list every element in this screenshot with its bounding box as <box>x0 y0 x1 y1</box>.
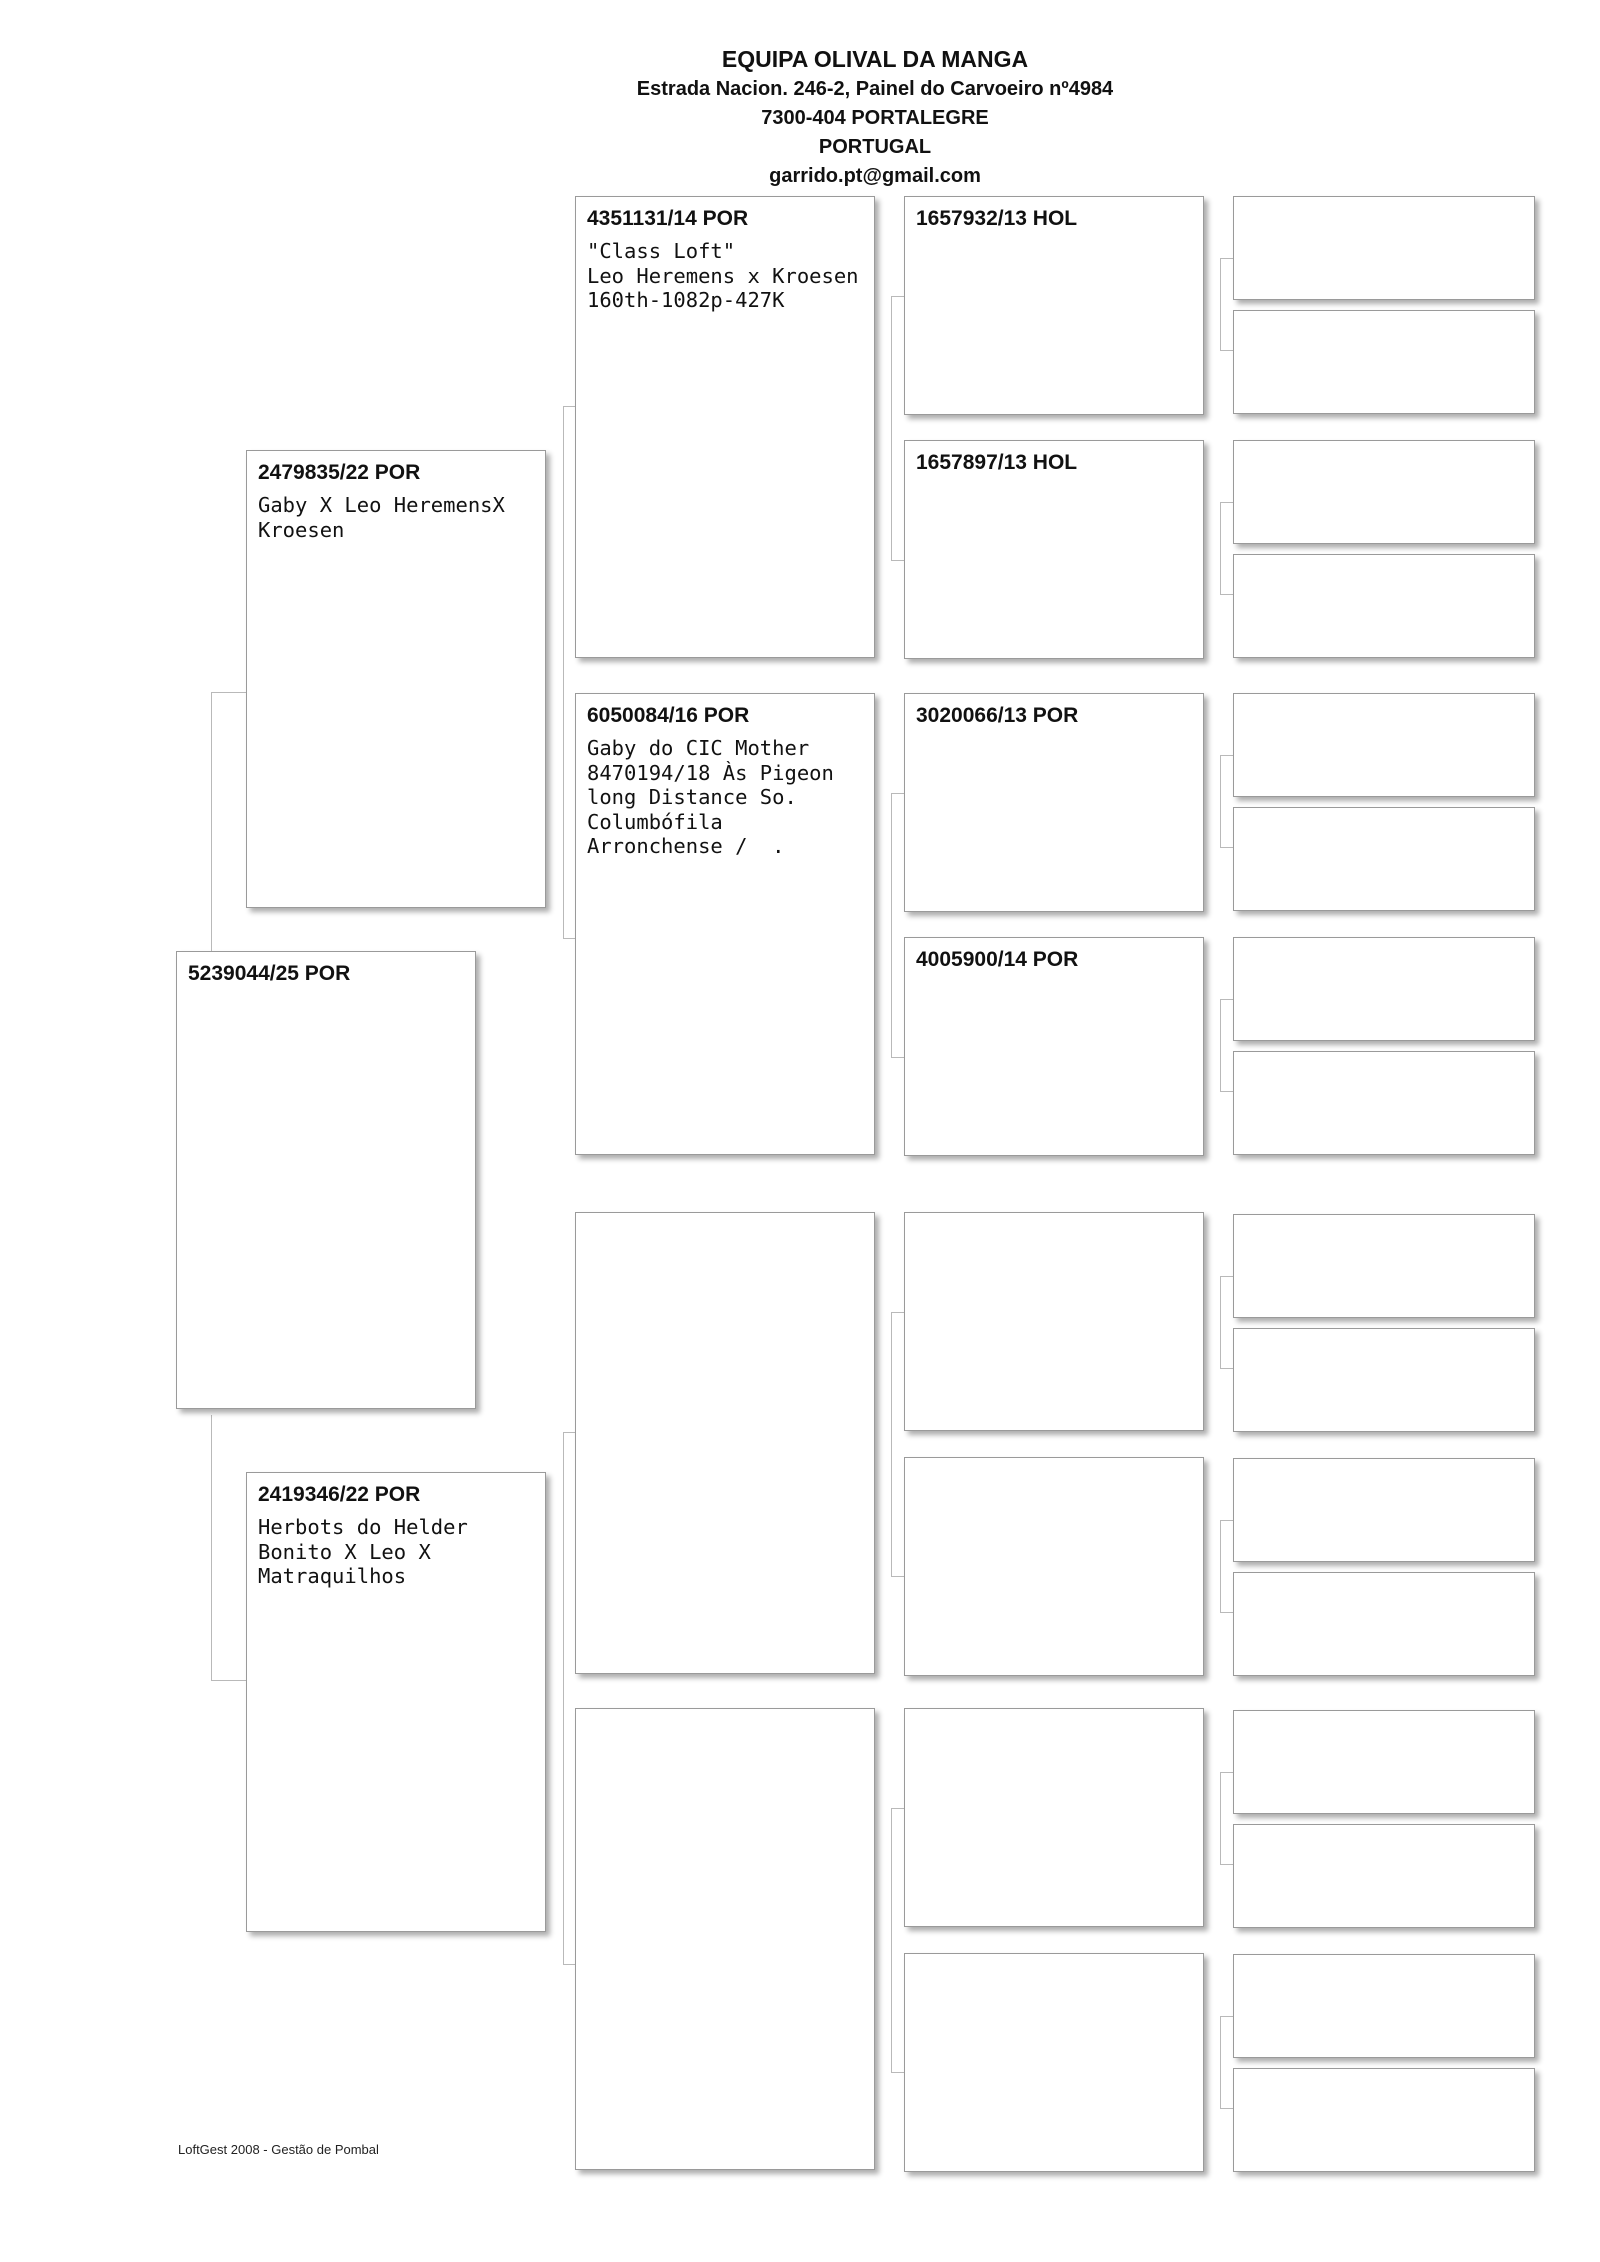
connector <box>1220 1368 1234 1369</box>
connector <box>1220 999 1234 1000</box>
connector <box>1220 1520 1234 1521</box>
card-note: Gaby X Leo HeremensX Kroesen <box>258 493 518 542</box>
connector <box>1220 755 1221 848</box>
connector <box>1220 594 1234 595</box>
connector <box>1220 1612 1234 1613</box>
connector <box>891 1808 905 1809</box>
ring-number: 3020066/13 POR <box>916 704 1079 727</box>
footer-credit: LoftGest 2008 - Gestão de Pombal <box>178 2142 379 2157</box>
ggp-card[interactable] <box>904 1212 1204 1431</box>
gen5-card[interactable] <box>1233 937 1535 1041</box>
connector <box>1220 502 1234 503</box>
ggp-card[interactable] <box>904 1953 1204 2172</box>
ggp-card[interactable] <box>904 196 1204 415</box>
ggp-card[interactable] <box>904 937 1204 1156</box>
gen5-card[interactable] <box>1233 440 1535 544</box>
card-note: Gaby do CIC Mother 8470194/18 Às Pigeon long Distance So. Columbófila Arronchense / . <box>587 736 847 858</box>
gen5-card[interactable] <box>1233 1328 1535 1432</box>
gen5-card[interactable] <box>1233 2068 1535 2172</box>
connector <box>891 1312 905 1313</box>
connector <box>891 560 905 561</box>
connector <box>563 406 564 939</box>
gen5-card[interactable] <box>1233 1710 1535 1814</box>
connector <box>891 1576 905 1577</box>
connector <box>891 2072 905 2073</box>
dam-sire-card[interactable] <box>575 1212 875 1674</box>
connector <box>1220 258 1234 259</box>
ggp-card[interactable] <box>904 693 1204 912</box>
connector <box>1220 502 1221 595</box>
connector <box>211 1415 212 1680</box>
ring-number: 5239044/25 POR <box>188 962 351 985</box>
gen5-card[interactable] <box>1233 1214 1535 1318</box>
gen5-card[interactable] <box>1233 554 1535 658</box>
ring-number: 2479835/22 POR <box>258 461 421 484</box>
connector <box>1220 350 1234 351</box>
gen5-card[interactable] <box>1233 693 1535 797</box>
connector <box>1220 1772 1221 1865</box>
connector <box>891 1057 905 1058</box>
connector <box>1220 2108 1234 2109</box>
connector <box>891 793 905 794</box>
connector <box>891 1312 892 1577</box>
connector <box>1220 847 1234 848</box>
loft-name: EQUIPA OLIVAL DA MANGA <box>721 46 1029 72</box>
gen5-card[interactable] <box>1233 1954 1535 2058</box>
connector <box>1220 1276 1221 1369</box>
connector <box>1220 2016 1234 2017</box>
ring-number: 2419346/22 POR <box>258 1483 421 1506</box>
gen5-card[interactable] <box>1233 196 1535 300</box>
connector <box>211 1680 247 1681</box>
gen5-card[interactable] <box>1233 1572 1535 1676</box>
loft-country: PORTUGAL <box>818 136 932 158</box>
card-note: Herbots do Helder Bonito X Leo X Matraquilhos <box>258 1515 481 1588</box>
connector <box>1220 1520 1221 1613</box>
connector <box>1220 1091 1234 1092</box>
connector <box>891 1808 892 2073</box>
ggp-card[interactable] <box>904 1457 1204 1676</box>
loft-postal: 7300-404 PORTALEGRE <box>761 107 989 129</box>
ring-number: 6050084/16 POR <box>587 704 750 727</box>
connector <box>891 793 892 1058</box>
loft-address: Estrada Nacion. 246-2, Painel do Carvoeiro nº4984 <box>636 78 1114 100</box>
ggp-card[interactable] <box>904 440 1204 659</box>
gen5-card[interactable] <box>1233 310 1535 414</box>
connector <box>891 296 892 561</box>
connector <box>1220 755 1234 756</box>
subject-card[interactable] <box>176 951 476 1409</box>
gen5-card[interactable] <box>1233 1824 1535 1928</box>
connector <box>1220 1276 1234 1277</box>
sire-card[interactable] <box>246 450 546 908</box>
connector <box>1220 1772 1234 1773</box>
gen5-card[interactable] <box>1233 1458 1535 1562</box>
ring-number: 4005900/14 POR <box>916 948 1079 971</box>
dam-dam-card[interactable] <box>575 1708 875 2170</box>
gen5-card[interactable] <box>1233 807 1535 911</box>
dam-card[interactable] <box>246 1472 546 1932</box>
connector <box>211 692 247 693</box>
loft-email: garrido.pt@gmail.com <box>769 165 981 187</box>
ggp-card[interactable] <box>904 1708 1204 1927</box>
connector <box>563 1432 564 1965</box>
connector <box>211 692 212 957</box>
connector <box>1220 999 1221 1092</box>
connector <box>1220 2016 1221 2109</box>
connector <box>1220 258 1221 351</box>
ring-number: 4351131/14 POR <box>587 207 749 230</box>
ring-number: 1657897/13 HOL <box>916 451 1078 474</box>
sire-sire-card[interactable] <box>575 196 875 658</box>
connector <box>891 296 905 297</box>
gen5-card[interactable] <box>1233 1051 1535 1155</box>
connector <box>1220 1864 1234 1865</box>
sire-dam-card[interactable] <box>575 693 875 1155</box>
card-note: "Class Loft" Leo Heremens x Kroesen 160th-1082p-427K <box>587 239 859 312</box>
ring-number: 1657932/13 HOL <box>916 207 1078 230</box>
